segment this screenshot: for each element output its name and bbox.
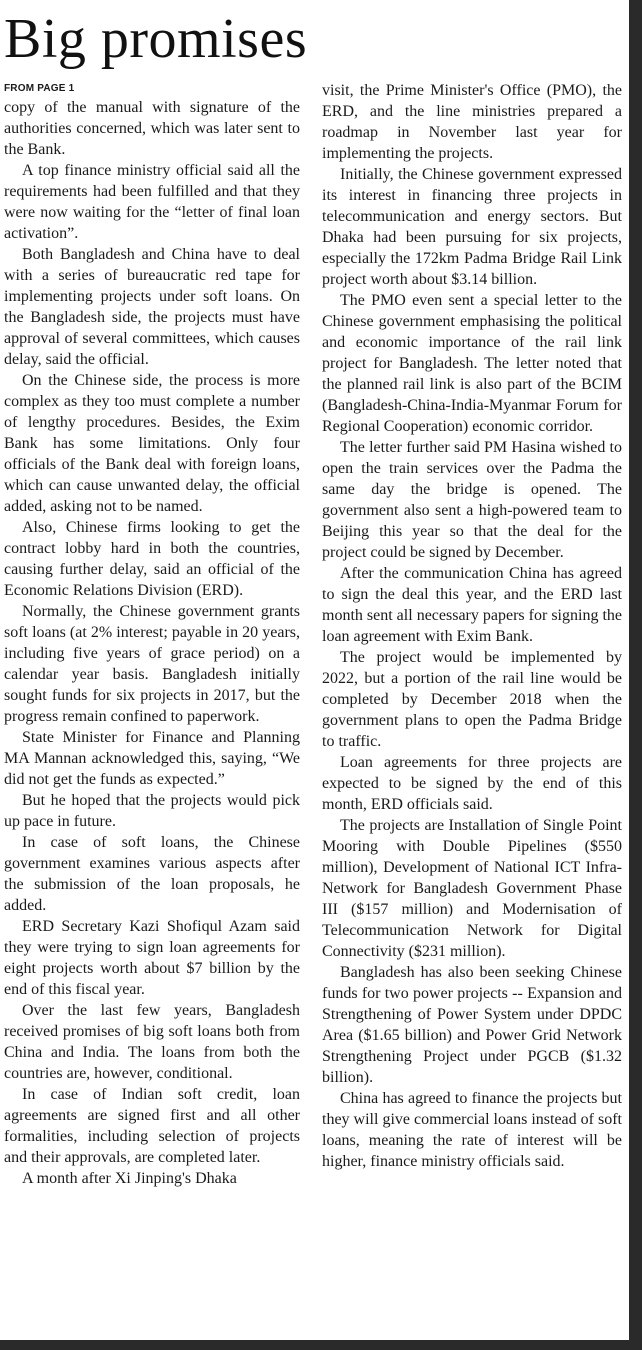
paragraph: Initially, the Chinese government expressed its interest in financing three projects in telecommunication and energy sectors. But Dhaka had been pursuing for six projects, especially the 172km Padma Bridge Rail Link project worth about $3.14 billion. [322,166,622,288]
left-column [4,80,300,1189]
paragraph: ERD Secretary Kazi Shofiqul Azam said they were trying to sign loan agreements for eight projects worth about $7 billion by the end of this fiscal year. [4,918,300,998]
column-rule [629,0,642,1350]
paragraph: Over the last few years, Bangladesh received promises of big soft loans both from China and India. The loans from both the countries are, however, conditional. [4,1002,300,1082]
paragraph: The project would be implemented by 2022, but a portion of the rail line would be completed by December 2018 when the government plans to open the Padma Bridge to traffic. [322,649,622,750]
paragraph-continuation: visit, the Prime Minister's Office (PMO), the ERD, and the line ministries prepared a roadmap in November last year for implementing the projects. [322,82,622,162]
paragraph: But he hoped that the projects would pick up pace in future. [4,792,300,830]
paragraph: copy of the manual with signature of the authorities concerned, which was later sent to the Bank. [4,99,300,158]
paragraph: The PMO even sent a special letter to the Chinese government emphasising the political and economic importance of the rail link project for Bangladesh. The letter noted that the planned rail link is also part of the BCIM (Bangladesh-China-India-Myanmar Forum for Regional Cooperation) economic corridor. [322,292,622,435]
paragraph: Both Bangladesh and China have to deal with a series of bureaucratic red tape for implementing projects under soft loans. On the Bangladesh side, the projects must have approval of several committees, which causes delay, said the official. [4,246,300,368]
paragraph: Normally, the Chinese government grants soft loans (at 2% interest; payable in 20 years, including five years of grace period) on a calendar year basis. Bangladesh initially sought funds for six projects in 2017, but the progress remain confined to paperwork. [4,603,300,725]
paragraph: The letter further said PM Hasina wished to open the train services over the Padma the same day the bridge is opened. The government also sent a high-powered team to Beijing this year so that the deal for the project could be signed by December. [322,439,622,561]
paragraph: On the Chinese side, the process is more complex as they too must complete a number of lengthy procedures. Besides, the Exim Bank has some limitations. Only four officials of the Bank deal with foreign loans, which can cause unwanted delay, the official added, asking not to be named. [4,372,300,515]
headline: Big promises [4,8,308,70]
paragraph: Bangladesh has also been seeking Chinese funds for two power projects -- Expansion and Strengthening of Power System under DPDC Area ($1.65 billion) and Power Grid Network Strengthening Project under PGCB ($1.32 billion). [322,964,622,1086]
kicker-from-page: FROM PAGE 1 [4,83,75,94]
paragraph: After the communication China has agreed to sign the deal this year, and the ERD last month sent all necessary papers for signing the loan agreement with Exim Bank. [322,565,622,645]
paragraph: In case of Indian soft credit, loan agreements are signed first and all other formalities, including selection of projects and their approvals, are completed later. [4,1086,300,1166]
paragraph: A month after Xi Jinping's Dhaka [22,1170,237,1187]
bottom-rule [0,1340,642,1350]
paragraph: In case of soft loans, the Chinese government examines various aspects after the submission of the loan proposals, he added. [4,834,300,914]
paragraph: The projects are Installation of Single Point Mooring with Double Pipelines ($550 million), Development of National ICT Infra-Network for Bangladesh Government Phase III ($157 million) and Modernisation of Telecommunication Network for Digital Connectivity ($231 million). [322,817,622,960]
paragraph: A top finance ministry official said all the requirements had been fulfilled and that they were now waiting for the “letter of final loan activation”. [4,162,300,242]
paragraph: Also, Chinese firms looking to get the contract lobby hard in both the countries, causing further delay, said an official of the Economic Relations Division (ERD). [4,519,300,599]
paragraph: State Minister for Finance and Planning MA Mannan acknowledged this, saying, “We did not get the funds as expected.” [4,729,300,788]
paragraph: Loan agreements for three projects are expected to be signed by the end of this month, ERD officials said. [322,754,622,813]
right-column [322,80,622,1172]
paragraph: China has agreed to finance the projects but they will give commercial loans instead of soft loans, meaning the rate of interest will be higher, finance ministry officials said. [322,1090,622,1170]
